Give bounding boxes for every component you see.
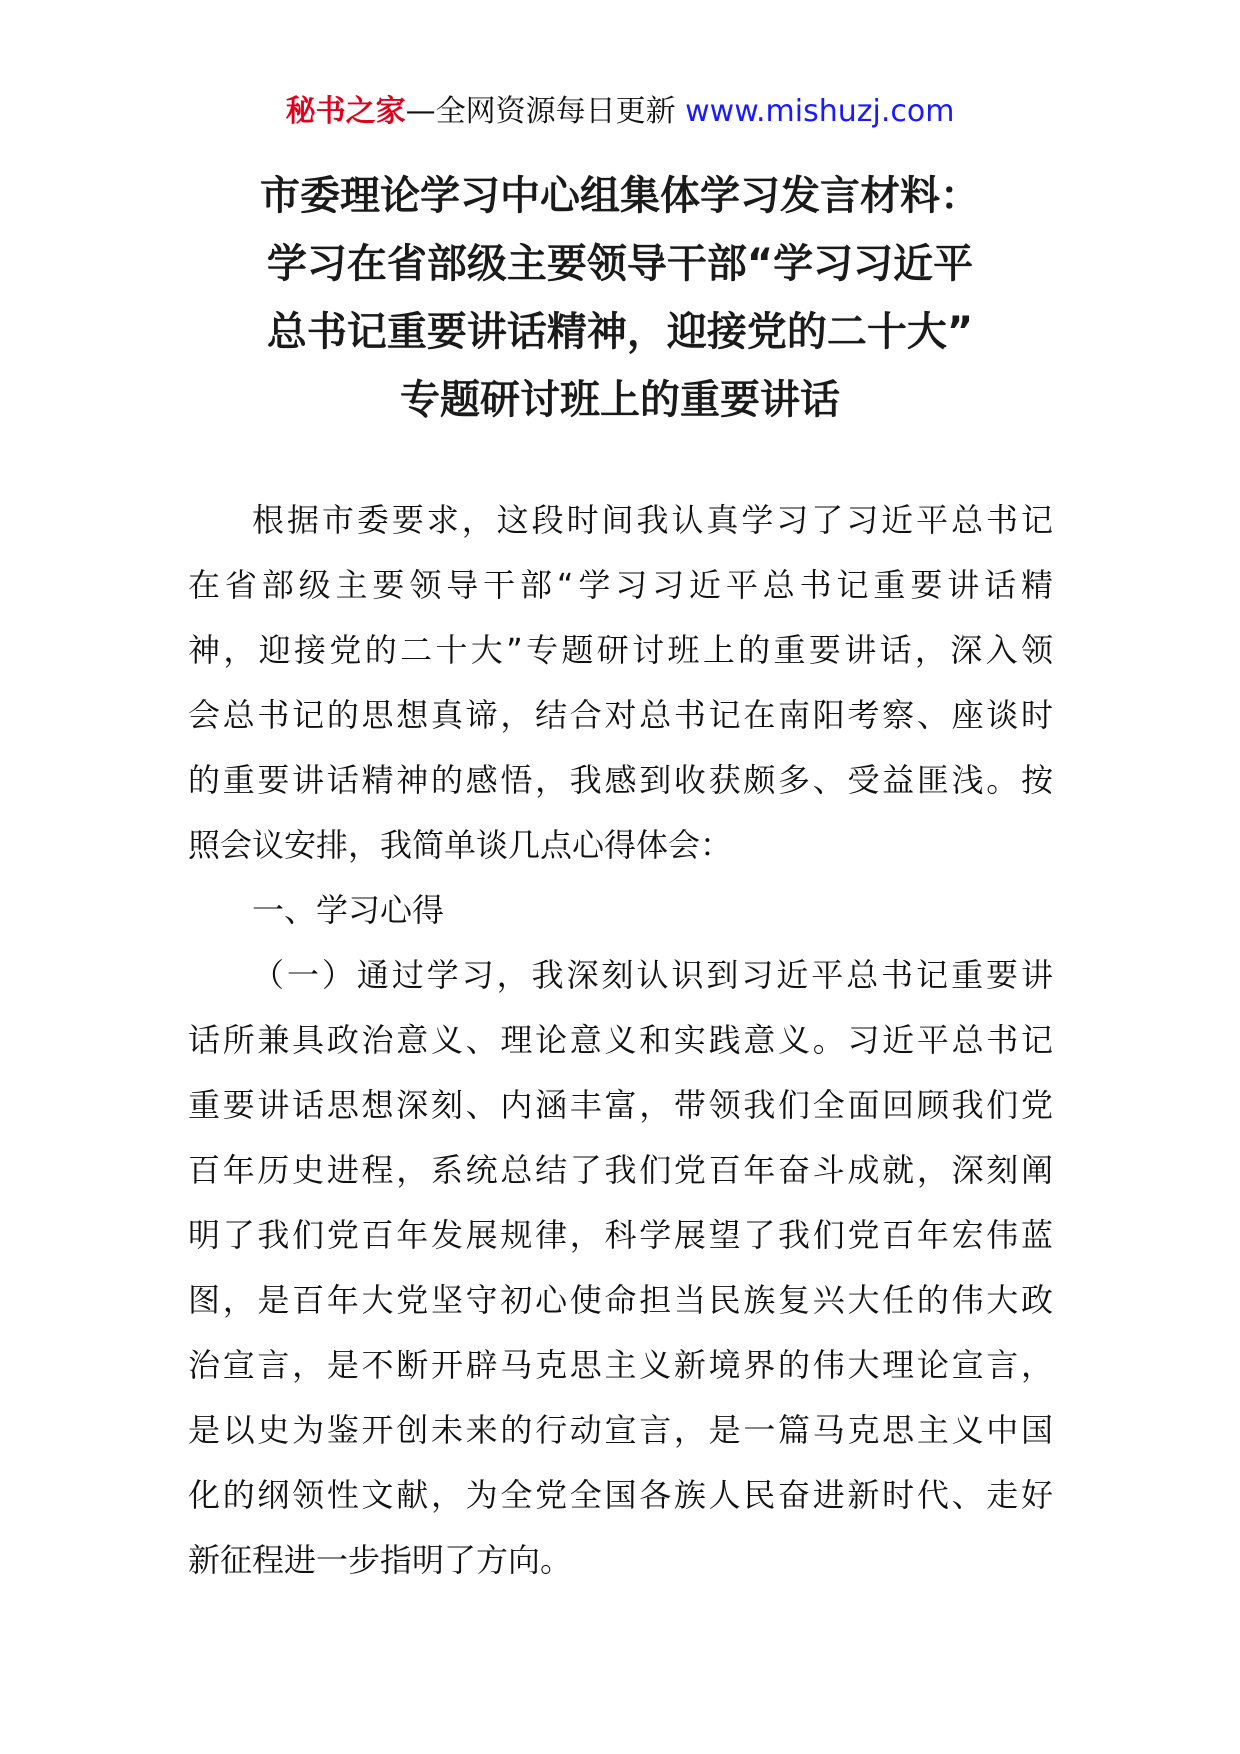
document-body xyxy=(188,488,1053,1593)
paragraph-point-1 xyxy=(188,943,1053,1593)
paragraph-line: 照会议安排，我简单谈几点心得体会： xyxy=(188,826,733,864)
paragraph-line: 新征程进一步指明了方向。 xyxy=(188,1541,573,1579)
paragraph-line: 明了我们党百年发展规律，科学展望了我们党百年宏伟蓝 xyxy=(188,1216,1053,1254)
title-line-2: 学习在省部级主要领导干部“学习习近平 xyxy=(266,241,974,287)
paragraph-line: 在省部级主要领导干部“学习习近平总书记重要讲话精 xyxy=(188,566,1053,604)
paragraph-line: （一）通过学习，我深刻认识到习近平总书记重要讲 xyxy=(252,956,1053,994)
site-brand: 秘书之家 xyxy=(285,94,406,129)
paragraph-line: 的重要讲话精神的感悟，我感到收获颇多、受益匪浅。按 xyxy=(188,761,1053,799)
section-heading xyxy=(188,878,1053,943)
paragraph-line: 治宣言，是不断开辟马克思主义新境界的伟大理论宣言， xyxy=(188,1346,1053,1384)
section-heading-text: 一、学习心得 xyxy=(252,891,445,929)
paragraph-line: 百年历史进程，系统总结了我们党百年奋斗成就，深刻阐 xyxy=(188,1151,1053,1189)
site-header xyxy=(0,92,1240,132)
site-url-link[interactable]: www.mishuzj.com xyxy=(685,94,955,129)
paragraph-line: 化的纲领性文献，为全党全国各族人民奋进新时代、走好 xyxy=(188,1476,1053,1514)
paragraph-line: 是以史为鉴开创未来的行动宣言，是一篇马克思主义中国 xyxy=(188,1411,1053,1449)
paragraph-line: 神，迎接党的二十大”专题研讨班上的重要讲话，深入领 xyxy=(188,631,1053,669)
paragraph-line: 重要讲话思想深刻、内涵丰富，带领我们全面回顾我们党 xyxy=(188,1086,1053,1124)
paragraph-line: 图，是百年大党坚守初心使命担当民族复兴大任的伟大政 xyxy=(188,1281,1053,1319)
title-line-1: 市委理论学习中心组集体学习发言材料： xyxy=(260,173,980,219)
paragraph-line: 会总书记的思想真谛，结合对总书记在南阳考察、座谈时 xyxy=(188,696,1053,734)
title-line-4: 专题研讨班上的重要讲话 xyxy=(400,377,840,423)
paragraph-line: 根据市委要求，这段时间我认真学习了习近平总书记 xyxy=(252,501,1053,539)
paragraph-intro xyxy=(188,488,1053,878)
title-line-3: 总书记重要讲话精神，迎接党的二十大” xyxy=(266,309,974,355)
paragraph-line: 话所兼具政治意义、理论意义和实践意义。习近平总书记 xyxy=(188,1021,1053,1059)
document-title xyxy=(190,162,1050,434)
site-tagline: —全网资源每日更新 xyxy=(405,94,676,129)
